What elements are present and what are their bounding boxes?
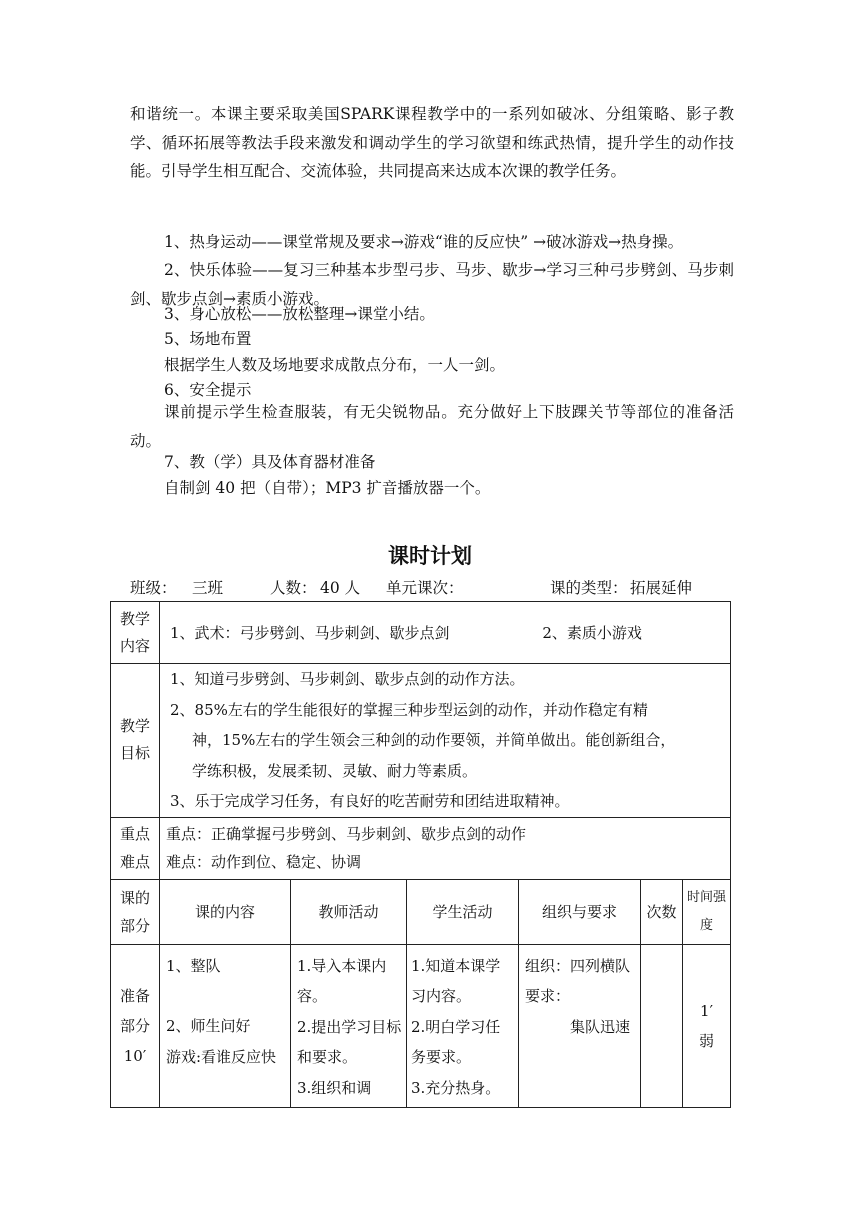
header-content: 课的内容 (160, 879, 291, 944)
prep-org-2: 要求： (525, 987, 571, 1005)
header-row (111, 879, 731, 944)
key-row (111, 817, 731, 879)
difficulty-point: 难点：动作到位、稳定、协调 (166, 853, 362, 871)
item-safety: 6、安全提示 (164, 381, 252, 399)
goal-cell (160, 664, 731, 818)
prep-org-3: 集队迅速 (569, 1017, 630, 1036)
count-label: 人数： (270, 579, 317, 597)
header-student: 学生活动 (407, 879, 519, 944)
equipment-text: 自制剑 40 把（自带）；MP3 扩音播放器一个。 (164, 479, 491, 497)
prep-student (407, 944, 519, 1107)
item-warmup: 1、热身运动——课堂常规及要求→游戏“谁的反应快” →破冰游戏→热身操。 (164, 233, 684, 251)
count-value: 40 人 (320, 579, 361, 597)
intro-paragraph: 和谐统一。本课主要采取美国SPARK课程教学中的一系列如破冰、分组策略、影子教学、循环拓展等教法手段来激发和调动学生的学习欲望和练武热情，提升学生的动作技能。引导学生相互配合、交流体验，共同提高来达成本次课的教学任务。 (130, 105, 734, 180)
prep-student-1: 1.知道本课学习内容。 (411, 956, 501, 1005)
prep-intensity: 弱 (699, 1031, 715, 1050)
plan-title: 课时计划 (388, 544, 472, 568)
prep-time-intensity (683, 944, 731, 1107)
prep-org (519, 944, 641, 1107)
prep-content-1: 1、整队 (166, 956, 221, 975)
key-head: 重点难点 (111, 817, 160, 879)
content-cell (160, 602, 731, 664)
prep-teacher-2: 2.提出学习目标和要求。 (297, 1017, 402, 1066)
key-cell (160, 817, 731, 879)
content-row (111, 602, 731, 664)
prep-content-3: 游戏:看谁反应快 (166, 1047, 277, 1066)
unit-label: 单元课次： (386, 579, 464, 597)
header-org: 组织与要求 (519, 879, 641, 944)
key-point: 重点：正确掌握弓步劈剑、马步刺剑、歇步点剑的动作 (166, 825, 527, 843)
prep-content-2: 2、师生问好 (166, 1017, 251, 1035)
prep-org-1: 组织：四列横队 (525, 956, 631, 975)
item-equipment: 7、教（学）具及体育器材准备 (164, 453, 376, 471)
content-item-2: 2、素质小游戏 (542, 624, 642, 642)
content-item-1: 1、武术：弓步劈剑、马步刺剑、歇步点剑 (170, 624, 450, 642)
item-venue: 5、场地布置 (164, 330, 252, 348)
goal-2b: 神，15%左右的学生领会三种剑的动作要领，并简单做出。能创新组合， (192, 731, 676, 749)
goal-2c: 学练积极，发展柔韧、灵敏、耐力等素质。 (192, 761, 478, 780)
goal-1: 1、知道弓步劈剑、马步刺剑、歇步点剑的动作方法。 (170, 670, 525, 688)
venue-text: 根据学生人数及场地要求成散点分布，一人一剑。 (164, 356, 506, 374)
type-value: 拓展延伸 (630, 579, 693, 597)
prep-teacher (291, 944, 407, 1107)
prep-content (160, 944, 291, 1107)
safety-text: 课前提示学生检查服装，有无尖锐物品。充分做好上下肢踝关节等部位的准备活动。 (130, 403, 734, 450)
prep-part: 准备部分10′ (111, 944, 160, 1107)
goal-row (111, 664, 731, 818)
item-relax: 3、身心放松——放松整理→课堂小结。 (164, 305, 435, 323)
header-teacher: 教师活动 (291, 879, 407, 944)
class-value: 三班 (192, 579, 224, 597)
header-part: 课的部分 (111, 879, 160, 944)
goal-3: 3、乐于完成学习任务，有良好的吃苦耐劳和团结进取精神。 (170, 792, 570, 810)
prep-times (641, 944, 683, 1107)
type-label: 课的类型： (550, 579, 628, 597)
goal-2a: 2、85%左右的学生能很好的掌握三种步型运剑的动作，并动作稳定有精 (170, 700, 648, 719)
prep-time: 1′ (700, 1001, 713, 1020)
prep-row (111, 944, 731, 1107)
class-label: 班级： (130, 579, 177, 597)
goal-head: 教学目标 (111, 664, 160, 818)
prep-teacher-1: 1.导入本课内容。 (297, 956, 387, 1005)
prep-student-2: 2.明白学习任务要求。 (411, 1017, 501, 1066)
prep-teacher-3: 3.组织和调 (297, 1078, 372, 1097)
prep-student-3: 3.充分热身。 (411, 1078, 501, 1097)
content-head: 教学内容 (111, 602, 160, 664)
header-intensity: 时间强度 (683, 879, 731, 944)
item-experience: 2、快乐体验——复习三种基本步型弓步、马步、歇步→学习三种弓步劈剑、马步刺剑、歇步点剑→素质小游戏。 (130, 261, 734, 308)
header-times: 次数 (641, 879, 683, 944)
lesson-plan-table (110, 601, 731, 1108)
